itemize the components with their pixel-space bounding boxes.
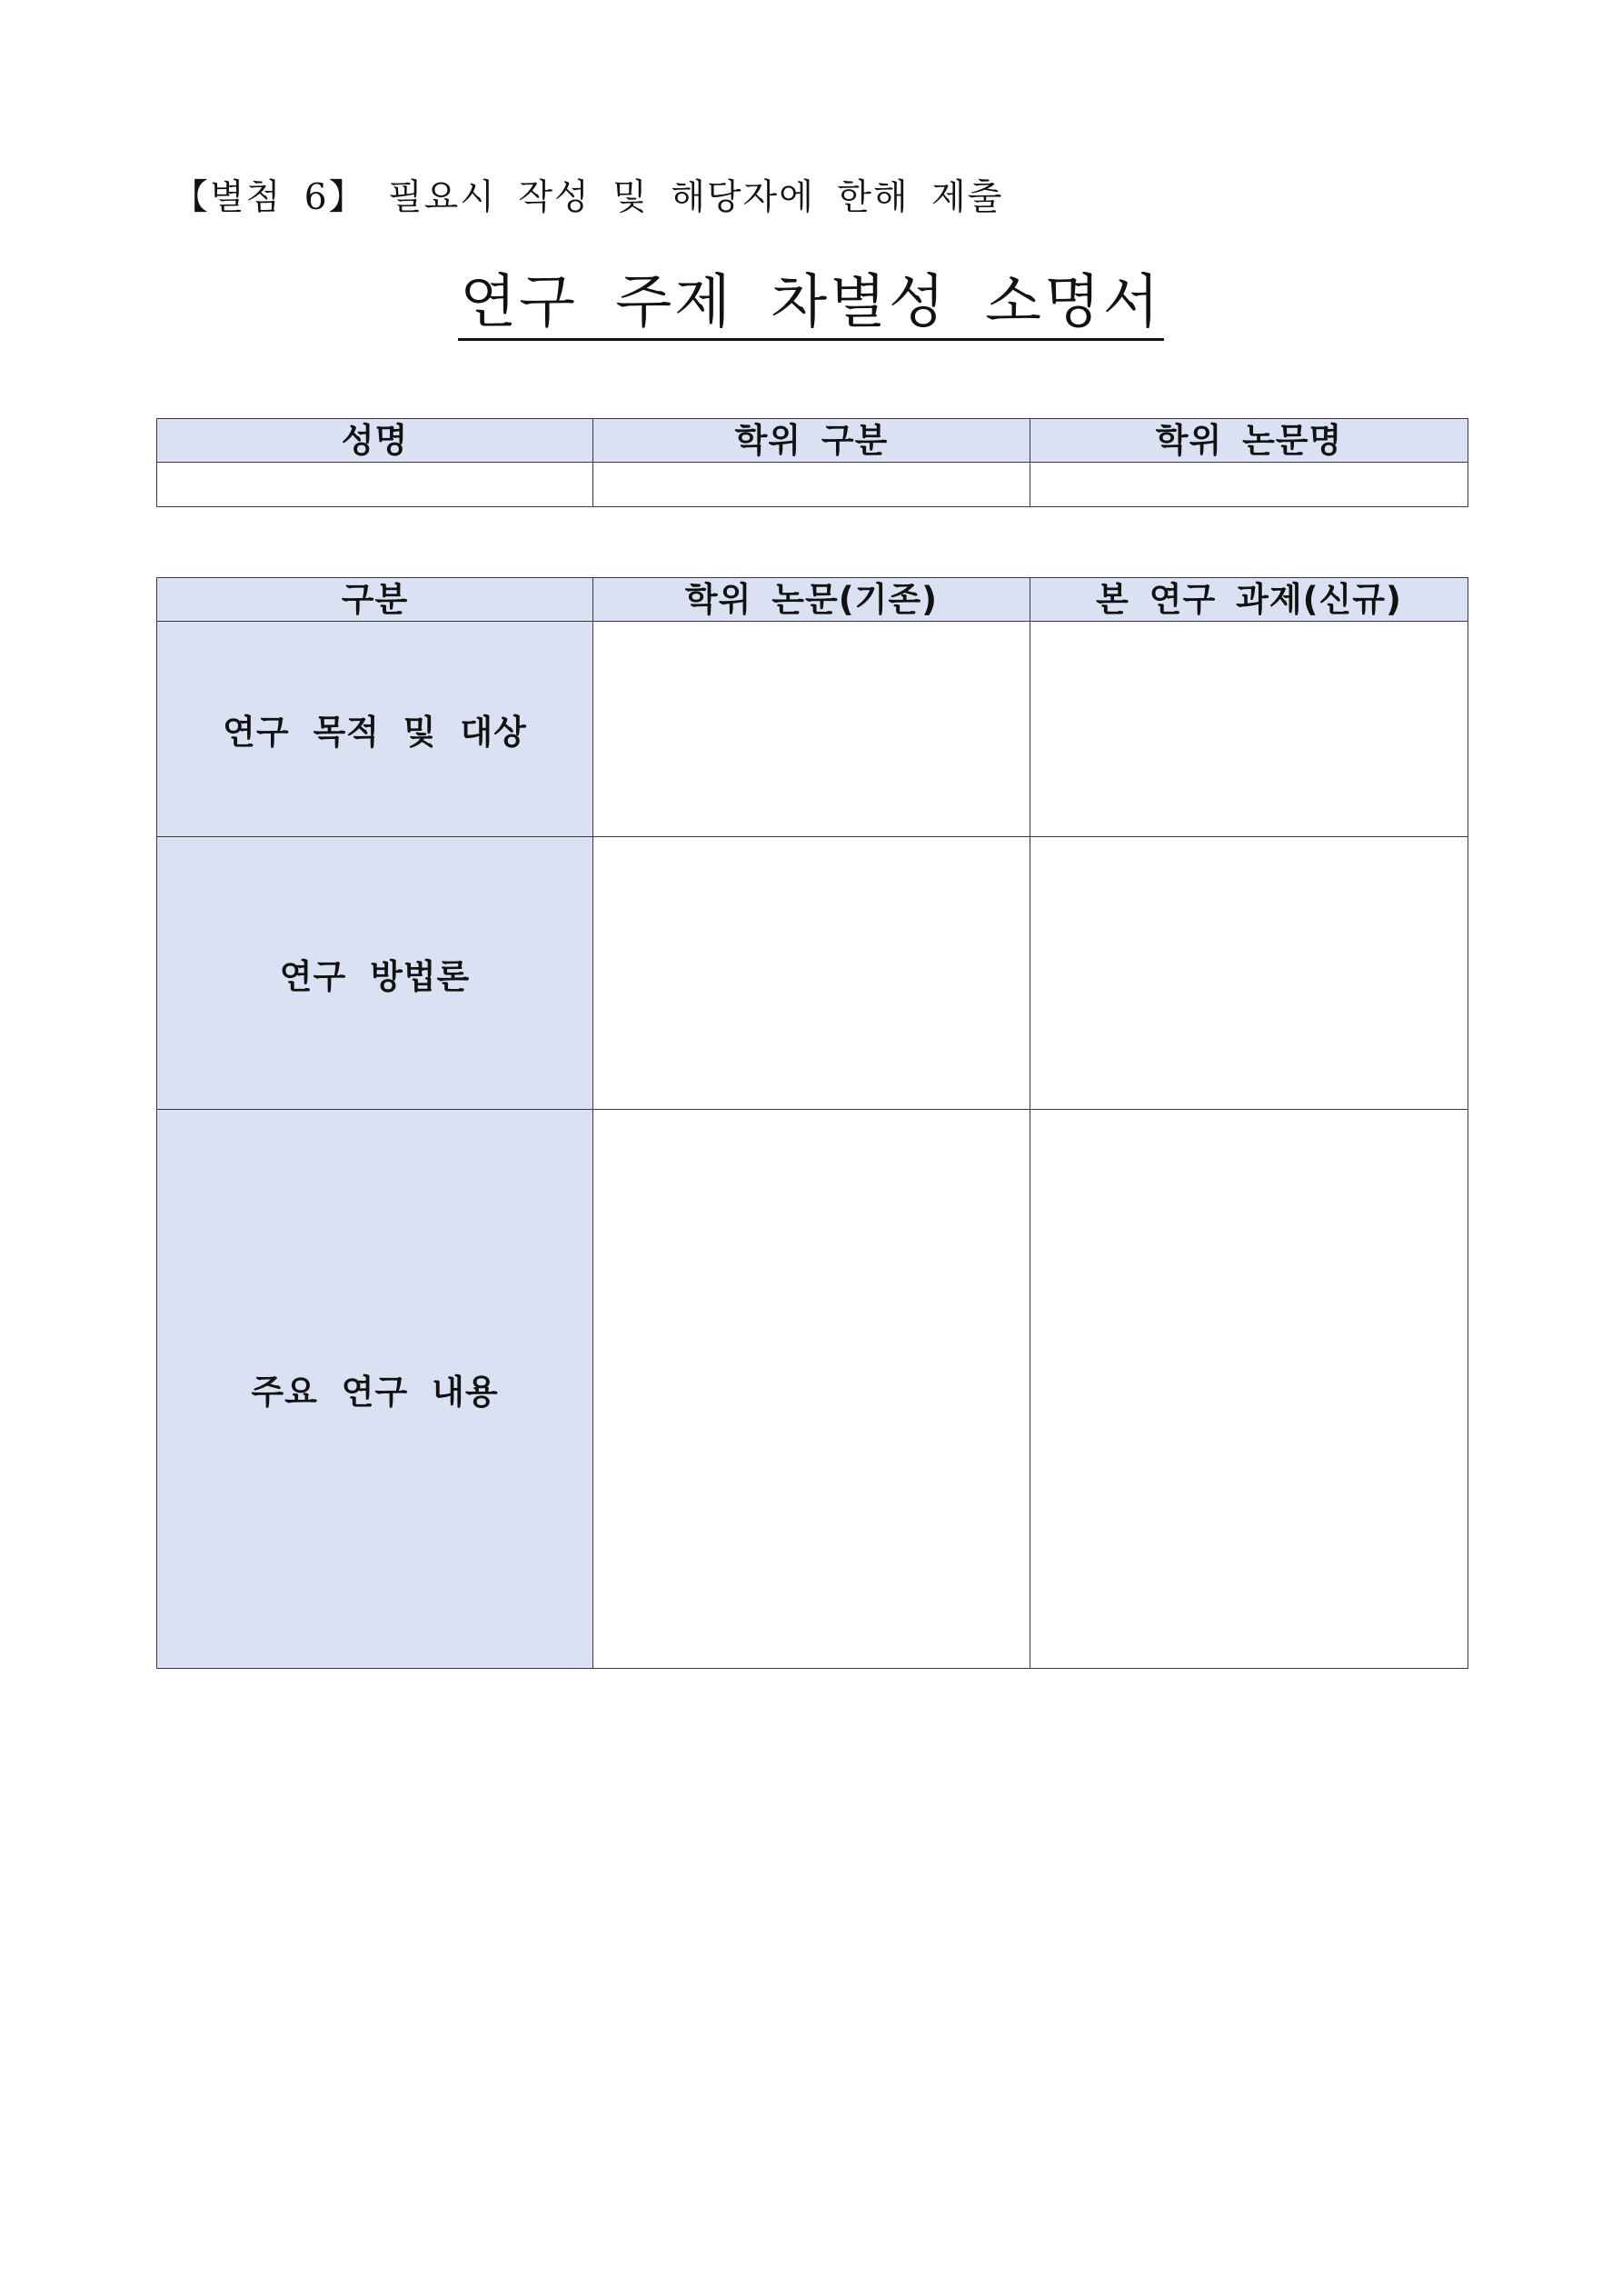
degree-type-field[interactable] [593,463,1030,507]
attachment-note: 【별첨 6】 필요시 작성 및 해당자에 한해 제출 [173,177,1004,218]
main-content-thesis-field[interactable] [593,1110,1030,1669]
main-content-new-project-field[interactable] [1030,1110,1468,1669]
methodology-new-project-field[interactable] [1030,837,1468,1110]
row-label-methodology: 연구 방법론 [157,837,593,1110]
info-value-row [157,463,1468,507]
comparison-header-row [157,578,1468,622]
document-title-text: 연구 주제 차별성 소명서 [458,271,1163,341]
table-row [157,837,1468,1110]
document-title [0,271,1622,341]
header-thesis-title: 학위 논문명 [1030,419,1468,463]
methodology-thesis-field[interactable] [593,837,1030,1110]
header-category: 구분 [157,578,593,622]
row-label-main-content: 주요 연구 내용 [157,1110,593,1669]
thesis-title-field[interactable] [1030,463,1468,507]
info-header-row [157,419,1468,463]
purpose-new-project-field[interactable] [1030,622,1468,837]
table-row [157,622,1468,837]
name-field[interactable] [157,463,593,507]
header-degree-type: 학위 구분 [593,419,1030,463]
header-new-project: 본 연구 과제(신규) [1030,578,1468,622]
header-name: 성명 [157,419,593,463]
applicant-info-table [156,418,1468,507]
row-label-purpose: 연구 목적 및 대상 [157,622,593,837]
table-row [157,1110,1468,1669]
comparison-table [156,577,1468,1669]
header-existing-thesis: 학위 논문(기존) [593,578,1030,622]
purpose-thesis-field[interactable] [593,622,1030,837]
